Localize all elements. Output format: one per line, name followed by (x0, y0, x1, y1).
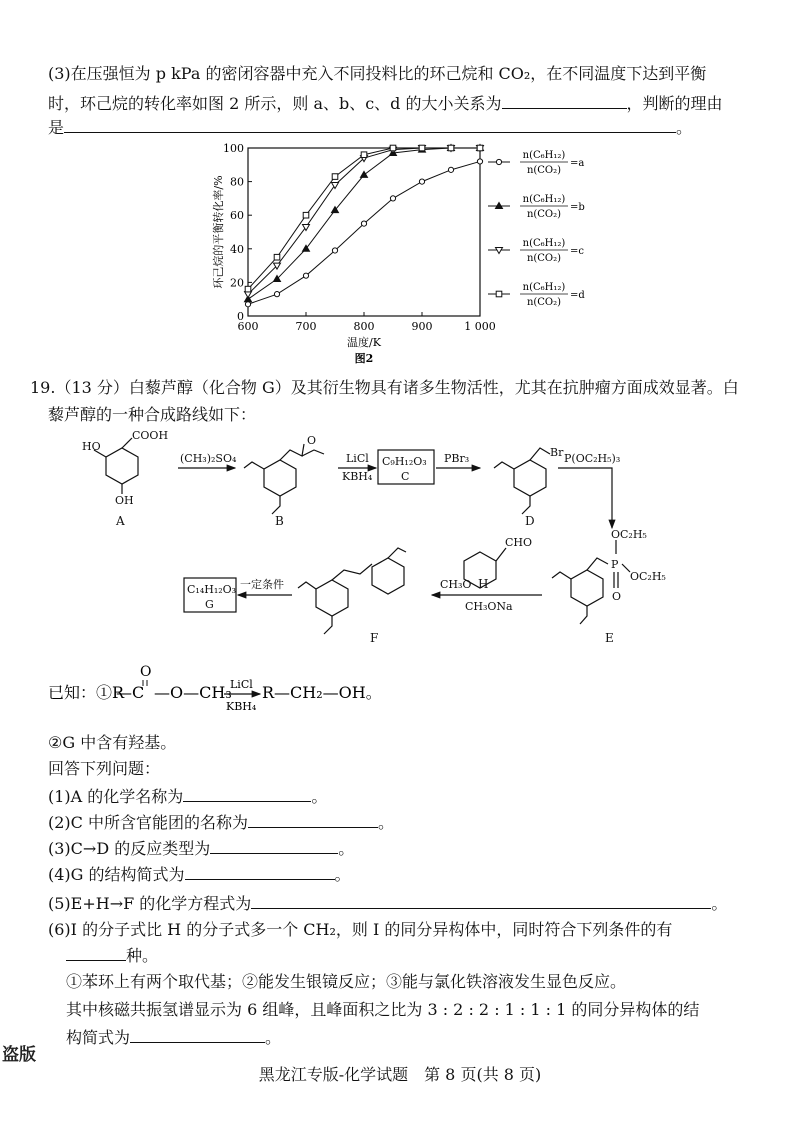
chart-axes (211, 142, 496, 365)
q19-4-end: 。 (334, 865, 351, 884)
answer-blank[interactable] (185, 864, 335, 880)
y-tick-label: 40 (230, 242, 244, 256)
q19-4-text: (4)G 的结构简式为 (48, 865, 185, 884)
reagent-cd: PBr₃ (444, 452, 470, 465)
q19-5-end: 。 (711, 894, 728, 913)
x-tick-label: 700 (295, 320, 317, 333)
q19-3-text: (3)C→D 的反应类型为 (48, 839, 211, 858)
q19-3 (48, 838, 354, 860)
methoxy-chain (580, 606, 587, 624)
answer-blank[interactable] (248, 812, 378, 828)
q19-heading-line2: 藜芦醇的一种合成路线如下： (48, 405, 257, 424)
answer-blank[interactable] (210, 838, 338, 854)
q19-6-line5-end: 。 (265, 1028, 282, 1047)
methoxy-chain (272, 496, 280, 514)
legend-equals: =b (570, 202, 585, 213)
point-marker (245, 302, 250, 307)
legend-equals: =a (570, 158, 585, 169)
ester-chain (280, 444, 304, 460)
q19-5 (48, 893, 727, 915)
point-marker (303, 212, 309, 218)
q19-4 (48, 864, 351, 886)
known-product: R—CH₂—OH。 (262, 683, 382, 702)
q19-1-text: (1)A 的化学名称为 (48, 787, 184, 806)
compound-f-ring (316, 580, 348, 616)
legend-denominator: n(CO₂) (526, 297, 562, 308)
y-tick-label: 60 (230, 209, 244, 223)
reagent-ef: CH₃ONa (465, 600, 513, 613)
label-g: G (205, 598, 214, 611)
label-c: C (401, 470, 410, 483)
x-tick-label: 600 (237, 320, 259, 333)
label-b: B (275, 514, 284, 528)
br-label: Br (550, 446, 564, 459)
x-tick-label: 1 000 (464, 320, 496, 333)
point-marker (390, 196, 395, 201)
answer-blank[interactable] (502, 93, 627, 109)
known-arrow-bot: KBH₄ (226, 700, 257, 713)
point-marker (274, 254, 280, 260)
point-marker (477, 159, 482, 164)
point-marker (245, 292, 252, 298)
x-axis-label: 温度/K (347, 336, 381, 349)
reagent-ab: (CH₃)₂SO₄ (180, 452, 237, 465)
answer-blank[interactable] (64, 117, 676, 133)
x-tick-label: 900 (411, 320, 433, 333)
chart-series (245, 145, 484, 307)
chart-legend (488, 150, 585, 308)
legend-numerator: n(C₆H₁₂) (522, 282, 566, 293)
h-ch3o-label: CH₃O (440, 578, 472, 591)
y-tick-label: 0 (237, 310, 244, 323)
q19-1-end: 。 (311, 787, 328, 806)
q19-5-text: (5)E+H→F 的化学方程式为 (48, 894, 252, 913)
known-reaction-equation (48, 660, 408, 720)
q3-line1: (3)在压强恒为 p kPa 的密闭容器中充入不同投料比的环己烷和 CO₂，在不同温度下达到平衡 (48, 64, 707, 83)
point-marker (477, 145, 483, 151)
questions-prompt: 回答下列问题： (48, 759, 161, 778)
q3-line3-text: 是 (48, 118, 65, 137)
e-oc2h5-right: OC₂H₅ (630, 570, 666, 583)
reagent-bc-bot: KBH₄ (342, 470, 373, 483)
q3-line3 (48, 117, 692, 139)
label-e: E (605, 631, 614, 645)
methoxy-chain (552, 572, 571, 579)
cooh-label: COOH (132, 429, 169, 442)
ho-label: HO (82, 440, 101, 453)
series-line-a (248, 161, 480, 304)
reagent-fg: 一定条件 (240, 578, 284, 591)
compound-f-ring (372, 558, 404, 594)
known-reaction (48, 660, 748, 720)
methoxy-chain (324, 616, 332, 634)
answer-blank[interactable] (66, 945, 126, 961)
methoxy-chain (522, 496, 530, 514)
q19-2-text: (2)C 中所含官能团的名称为 (48, 813, 248, 832)
q19-6-line2-text: 种。 (126, 946, 159, 965)
point-marker (419, 179, 424, 184)
e-p-label: P (611, 558, 619, 571)
point-marker (496, 291, 502, 297)
c-formula: C₉H₁₂O₃ (382, 455, 427, 468)
methoxy-chain (298, 582, 316, 589)
point-marker (448, 167, 453, 172)
y-tick-label: 100 (223, 142, 244, 155)
q3-line3-tail: 。 (676, 118, 693, 137)
bond (122, 438, 132, 448)
point-marker (303, 273, 308, 278)
point-marker (361, 171, 368, 177)
legend-numerator: n(C₆H₁₂) (522, 194, 566, 205)
phosphonate-chain (587, 558, 608, 570)
point-marker (332, 182, 339, 188)
point-marker (448, 145, 454, 151)
known-ester-tail: —O—CH₃ (154, 683, 232, 702)
methoxy-chain (244, 462, 264, 469)
answer-blank[interactable] (251, 893, 711, 909)
legend-equals: =c (570, 246, 584, 257)
carbonyl-o: O (140, 664, 152, 680)
known-intro: 已知：①R (48, 683, 125, 702)
q19-2 (48, 812, 394, 834)
stilbene-bridge (332, 564, 372, 580)
reagent-bc-top: LiCl (346, 452, 369, 465)
y-tick-label: 20 (230, 276, 244, 290)
bond (496, 548, 506, 561)
legend-numerator: n(C₆H₁₂) (522, 150, 566, 161)
x-tick-label: 800 (353, 320, 375, 333)
label-f: F (370, 631, 379, 645)
q3-line2-tail: ，判断的理由 (626, 94, 723, 113)
point-marker (361, 152, 367, 158)
page-footer: 黑龙江专版-化学试题 第 8 页(共 8 页) (258, 1065, 542, 1084)
q19-6-line2 (66, 945, 158, 967)
answer-blank[interactable] (130, 1027, 265, 1043)
answer-blank[interactable] (183, 786, 311, 802)
q19-6-line1: (6)I 的分子式比 H 的分子式多一个 CH₂，则 I 的同分异构体中，同时符合下列条件的有 (48, 920, 673, 939)
q19-6-line3: ①苯环上有两个取代基；②能发生银镜反应；③能与氯化铁溶液发生显色反应。 (66, 972, 627, 991)
series-line-d (248, 148, 480, 289)
point-marker (332, 248, 337, 253)
chart-title: 图2 (354, 352, 374, 365)
point-marker (245, 286, 251, 292)
stamp: 盗版 (2, 1045, 36, 1065)
q19-6-line5 (66, 1027, 281, 1049)
q19-heading-line1: 19.（13 分）白藜芦醇（化合物 G）及其衍生物具有诸多生物活性，尤其在抗肿瘤方面成效显著。白 (30, 378, 739, 397)
q19-6-line4: 其中核磁共振氢谱显示为 6 组峰，且峰面积之比为 3 : 2 : 2 : 1 : 1 : 1 的同分异构体的结 (66, 1000, 700, 1019)
compound-e-ring (571, 570, 603, 606)
q3-line2 (48, 93, 723, 115)
synthesis-scheme (60, 430, 760, 660)
legend-denominator: n(CO₂) (526, 253, 562, 264)
compound-b-ring (264, 460, 296, 496)
point-marker (332, 174, 338, 180)
methoxy-chain (388, 548, 406, 558)
g-formula: C₁₄H₁₂O₃ (187, 583, 237, 596)
point-marker (274, 292, 279, 297)
legend-equals: =d (570, 290, 585, 301)
point-marker (419, 145, 425, 151)
q3-line2-text: 时，环己烷的转化率如图 2 所示，则 a、b、c、d 的大小关系为 (48, 94, 502, 113)
label-a: A (116, 514, 125, 528)
oh-label: OH (115, 494, 134, 507)
bond (622, 564, 630, 572)
label-d: D (525, 514, 535, 528)
compound-a-ring (106, 448, 138, 484)
e-o-label: O (612, 590, 622, 603)
compound-d-ring (514, 460, 546, 496)
known-item-2: ②G 中含有羟基。 (48, 733, 177, 752)
q19-3-end: 。 (338, 839, 355, 858)
y-tick-label: 80 (230, 175, 244, 189)
cho-label: CHO (505, 536, 533, 549)
ester-chain (302, 450, 324, 456)
o-label: O (307, 434, 317, 447)
arrow (558, 468, 612, 528)
q19-1 (48, 786, 327, 808)
point-marker (361, 221, 366, 226)
known-arrow-top: LiCl (230, 678, 253, 691)
legend-denominator: n(CO₂) (526, 209, 562, 220)
reagent-de: P(OC₂H₅)₃ (564, 452, 621, 465)
label-h: H (478, 577, 489, 591)
q19-2-end: 。 (378, 813, 395, 832)
y-axis-label: 环己烷的平衡转化率/% (212, 175, 225, 289)
methoxy-chain (494, 462, 514, 469)
conversion-chart (200, 140, 585, 365)
q19-6-line5-text: 构简式为 (66, 1028, 131, 1047)
point-marker (390, 145, 396, 151)
known-ester: —C (116, 683, 145, 702)
legend-numerator: n(C₆H₁₂) (522, 238, 566, 249)
point-marker (496, 159, 501, 164)
ch2br-chain (530, 448, 550, 460)
e-oc2h5-top: OC₂H₅ (611, 528, 647, 541)
legend-denominator: n(CO₂) (526, 165, 562, 176)
